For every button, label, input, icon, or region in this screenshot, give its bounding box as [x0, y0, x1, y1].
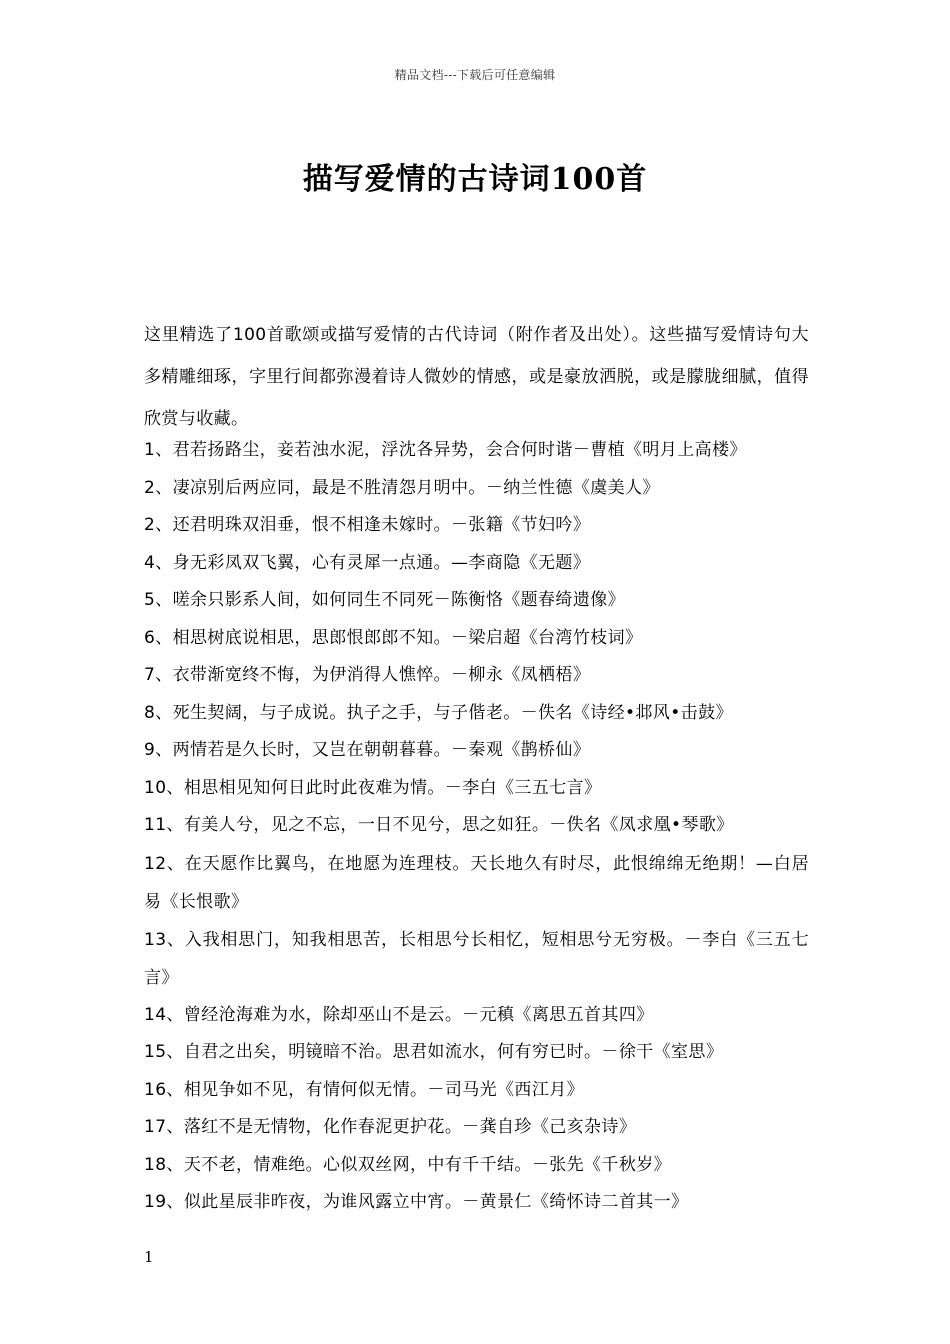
- poem-item: 9、两情若是久长时，又岂在朝朝暮暮。－秦观《鹊桥仙》: [144, 740, 591, 760]
- poem-item: 17、落红不是无情物，化作春泥更护花。－龚自珍《己亥杂诗》: [144, 1117, 637, 1137]
- poem-item: 12、在天愿作比翼鸟，在地愿为连理枝。天长地久有时尽，此恨绵绵无绝期！—白居易《长恨歌》: [144, 853, 809, 912]
- document-body: [144, 314, 809, 1222]
- poem-item: 19、似此星辰非昨夜，为谁风露立中宵。－黄景仁《绮怀诗二首其一》: [144, 1192, 689, 1212]
- poem-item: 18、天不老，情难绝。心似双丝网，中有千千结。－张先《千秋岁》: [144, 1154, 672, 1175]
- page-header-note: 精品文档---下载后可任意编辑: [394, 68, 556, 82]
- poem-item: 5、嗟余只影系人间，如何同生不同死－陈衡恪《题春绮遗像》: [144, 590, 626, 610]
- poem-list: [144, 432, 809, 1222]
- poem-item: 1、君若扬路尘，妾若浊水泥，浮沈各异势，会合何时谐－曹植《明月上高楼》: [144, 440, 747, 460]
- page-number: 1: [144, 1248, 154, 1266]
- poem-item: 14、曾经沧海难为水，除却巫山不是云。－元稹《离思五首其四》: [144, 1004, 654, 1025]
- poem-item: 6、相思树底说相思，思郎恨郎郎不知。－梁启超《台湾竹枝词》: [144, 627, 643, 648]
- intro-paragraph: 这里精选了100首歌颂或描写爱情的古代诗词（附作者及出处）。这些描写爱情诗句大多精雕细琢，字里行间都弥漫着诗人微妙的情感，或是豪放洒脱，或是朦胧细腻，值得欣赏与收藏。: [144, 325, 809, 429]
- poem-item: 2、还君明珠双泪垂，恨不相逢未嫁时。－张籍《节妇吟》: [144, 515, 591, 535]
- poem-item: 4、身无彩凤双飞翼，心有灵犀一点通。—李商隐《无题》: [144, 552, 591, 573]
- poem-item: 11、有美人兮，见之不忘，一日不见兮，思之如狂。－佚名《凤求凰•琴歌》: [144, 815, 734, 835]
- poem-item: 2、凄凉别后两应同，最是不胜清怨月明中。－纳兰性德《虞美人》: [144, 477, 660, 498]
- document-title: 描写爱情的古诗词100首: [302, 162, 648, 197]
- poem-item: 16、相见争如不见，有情何似无情。－司马光《西江月》: [144, 1079, 585, 1100]
- poem-item: 10、相思相见知何日此时此夜难为情。－李白《三五七言》: [144, 777, 602, 798]
- poem-item: 8、死生契阔，与子成说。执子之手，与子偕老。－佚名《诗经•邶风•击鼓》: [144, 702, 733, 723]
- poem-item: 7、衣带渐宽终不悔，为伊消得人憔悴。－柳永《凤栖梧》: [144, 665, 591, 685]
- poem-item: 13、入我相思门，知我相思苦，长相思兮长相忆，短相思兮无穷极。－李白《三五七言》: [144, 929, 809, 988]
- poem-item: 15、自君之出矣，明镜暗不治。思君如流水，何有穷已时。－徐干《室思》: [144, 1042, 724, 1062]
